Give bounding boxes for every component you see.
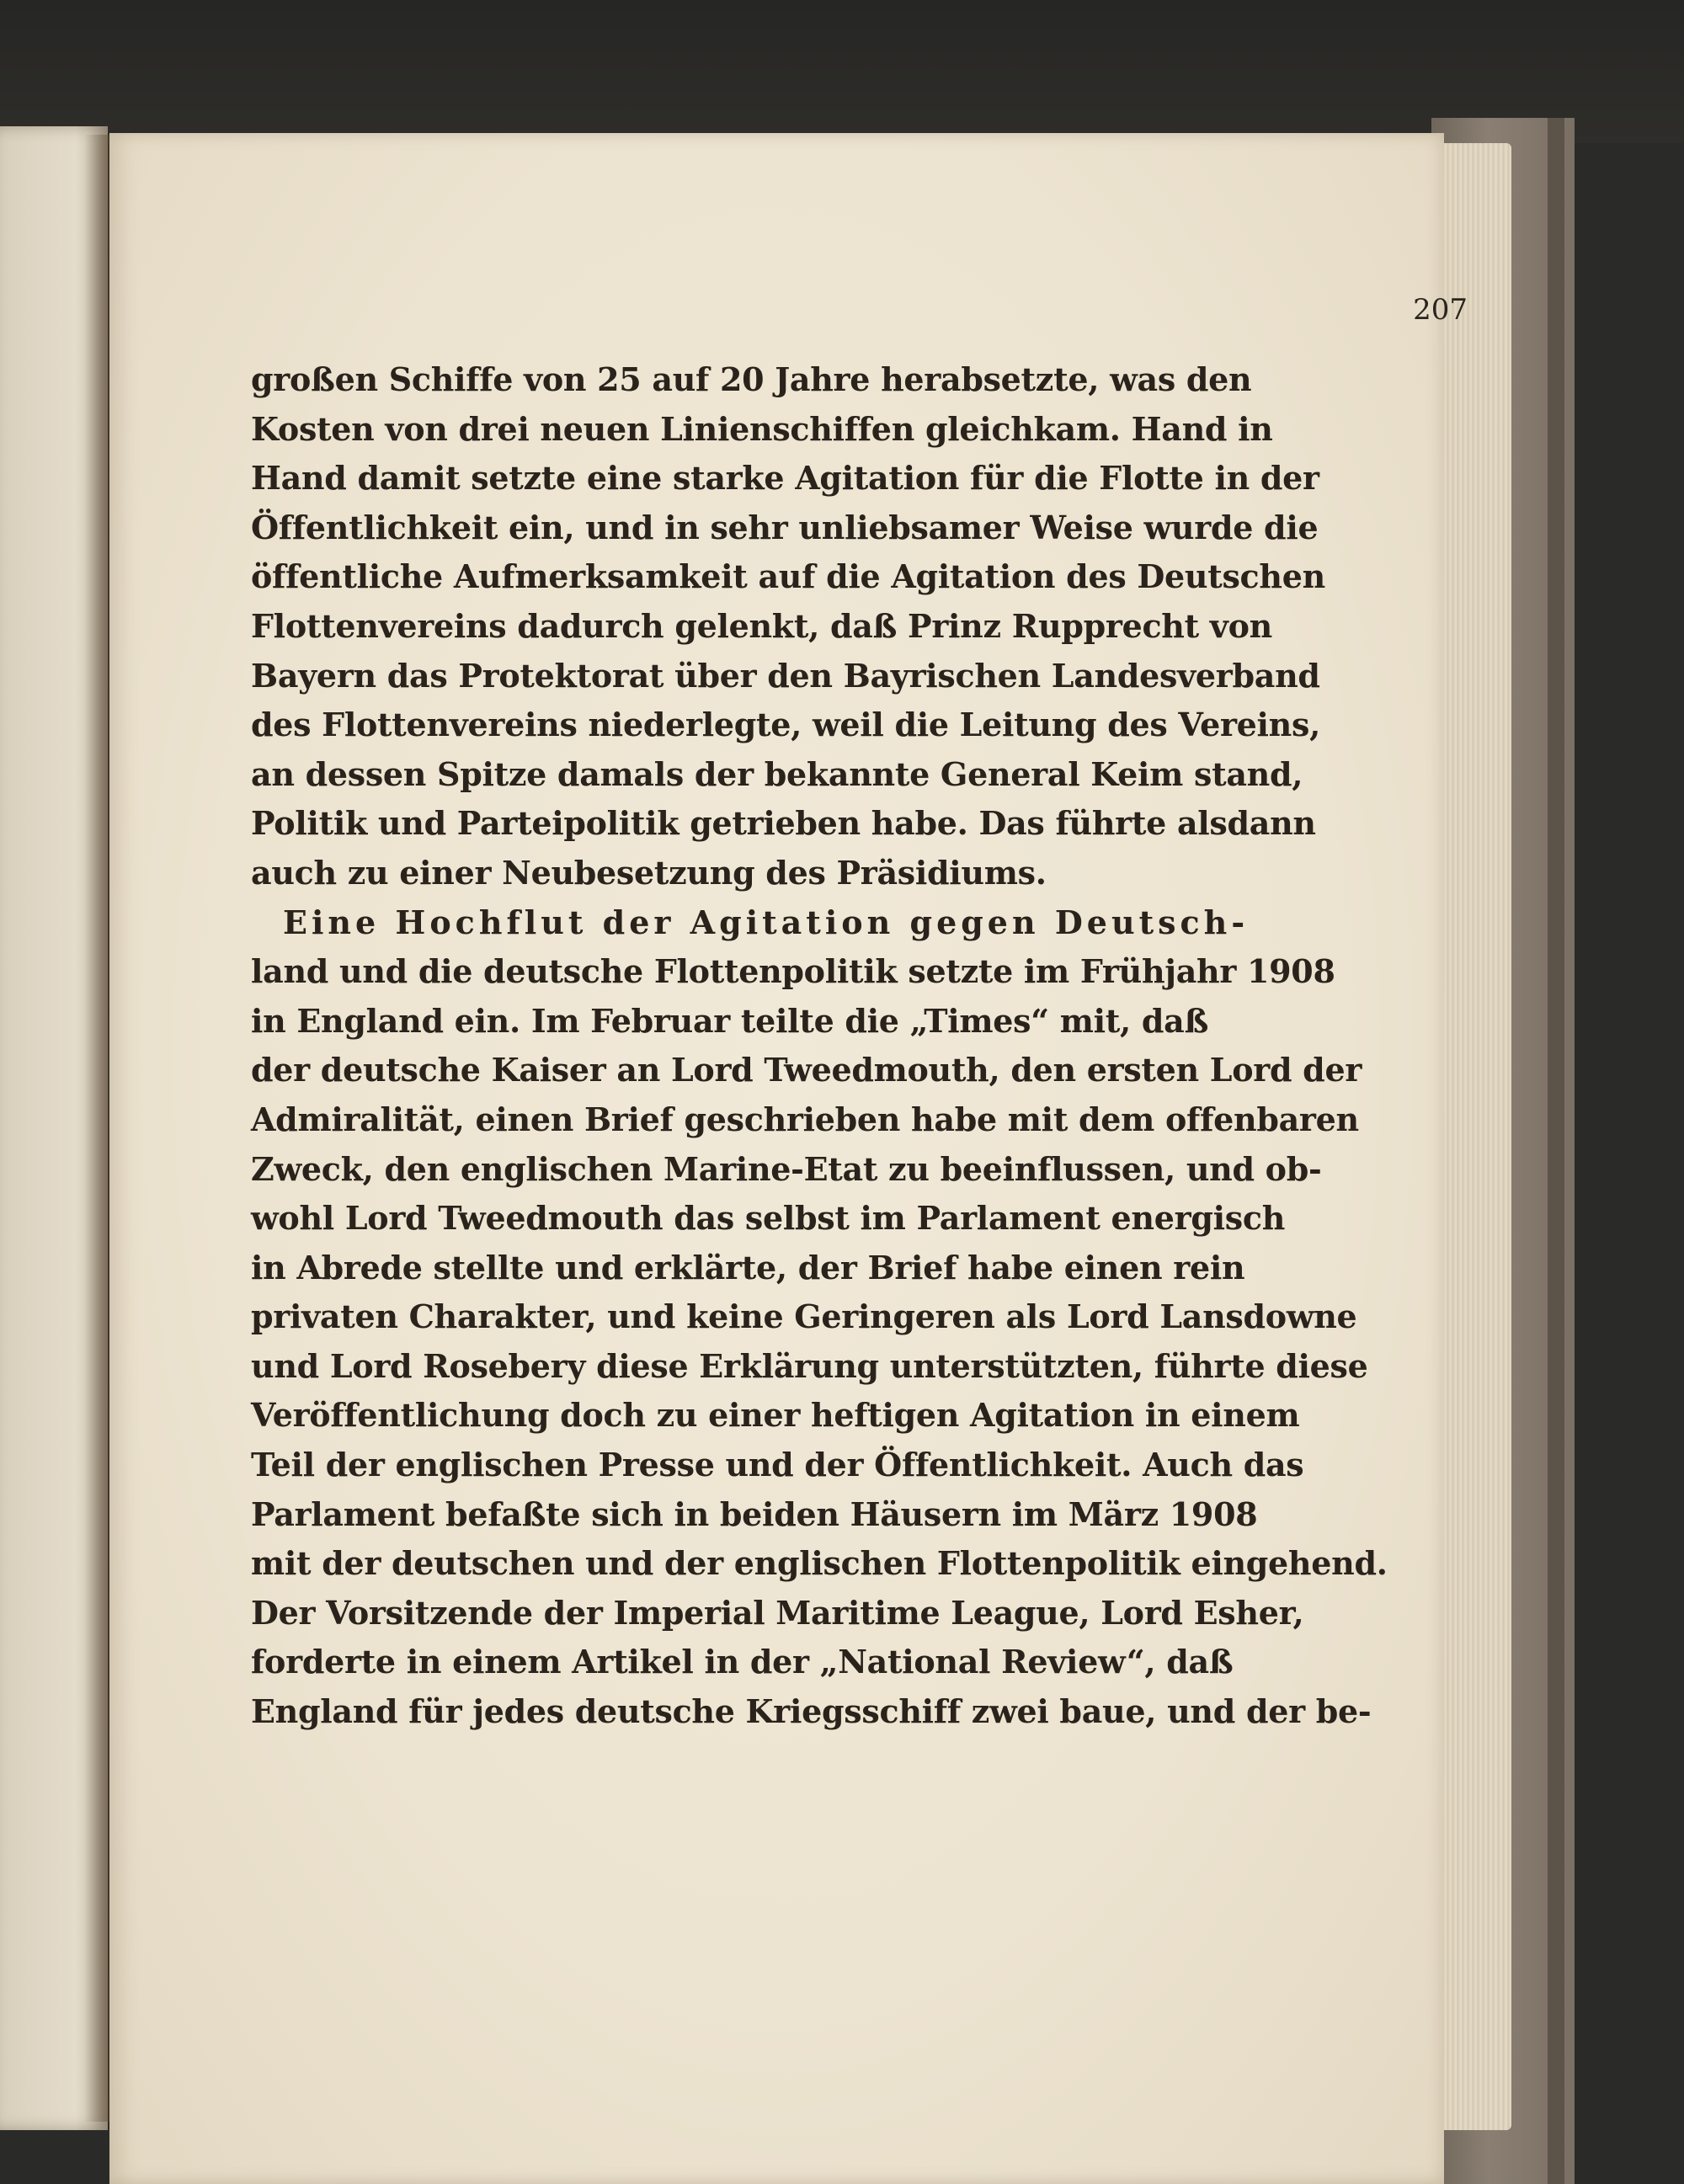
text-line: Hand damit setzte eine starke Agitation für die Flotte in der bbox=[251, 459, 1319, 498]
text-line: in England ein. Im Februar teilte die „Times“ mit, daß bbox=[251, 1001, 1209, 1040]
text-line: Parlament befaßte sich in beiden Häusern im März 1908 bbox=[251, 1494, 1258, 1533]
text-line-paragraph-end: auch zu einer Neubesetzung des Präsidiums. bbox=[251, 853, 1047, 892]
text-line: land und die deutsche Flottenpolitik setzte im Frühjahr 1908 bbox=[251, 952, 1335, 991]
text-line: forderte in einem Artikel in der „National Review“, daß bbox=[251, 1643, 1234, 1681]
text-line: öffentliche Aufmerksamkeit auf die Agitation des Deutschen bbox=[251, 557, 1325, 596]
text-line: England für jedes deutsche Kriegsschiff zwei baue, und der be- bbox=[251, 1692, 1372, 1731]
text-line: großen Schiffe von 25 auf 20 Jahre herabsetzte, was den bbox=[251, 360, 1252, 398]
body-text bbox=[251, 355, 1388, 1737]
text-line: der deutsche Kaiser an Lord Tweedmouth, den ersten Lord der bbox=[251, 1051, 1362, 1089]
text-line: Öffentlichkeit ein, und in sehr unliebsamer Weise wurde die bbox=[251, 508, 1319, 546]
text-line: Kosten von drei neuen Linienschiffen gleichkam. Hand in bbox=[251, 409, 1273, 448]
text-line: Teil der englischen Presse und der Öffentlichkeit. Auch das bbox=[251, 1446, 1304, 1484]
text-line: Bayern das Protektorat über den Bayrischen Landesverband bbox=[251, 656, 1320, 695]
text-line: Admiralität, einen Brief geschrieben habe mit dem offenbaren bbox=[251, 1100, 1359, 1138]
text-line: des Flottenvereins niederlegte, weil die Leitung des Vereins, bbox=[251, 706, 1321, 744]
text-line-paragraph-start: Eine Hochflut der Agitation gegen Deutsch- bbox=[283, 903, 1250, 941]
text-line: mit der deutschen und der englischen Flottenpolitik eingehend. bbox=[251, 1544, 1388, 1583]
text-line: in Abrede stellte und erklärte, der Brief habe einen rein bbox=[251, 1248, 1245, 1286]
book-cover-spine-edge bbox=[1548, 118, 1564, 2184]
text-line: Flottenvereins dadurch gelenkt, daß Prinz Rupprecht von bbox=[251, 606, 1272, 645]
text-line: und Lord Rosebery diese Erklärung unterstützten, führte diese bbox=[251, 1346, 1368, 1385]
text-line: Der Vorsitzende der Imperial Maritime League, Lord Esher, bbox=[251, 1593, 1304, 1632]
gutter-shadow bbox=[84, 135, 109, 2122]
text-line: Politik und Parteipolitik getrieben habe. Das führte alsdann bbox=[251, 804, 1316, 843]
page-number: 207 bbox=[1413, 293, 1468, 327]
text-line: wohl Lord Tweedmouth das selbst im Parlament energisch bbox=[251, 1199, 1286, 1238]
text-line: Veröffentlichung doch zu einer heftigen Agitation in einem bbox=[251, 1396, 1300, 1435]
text-line: privaten Charakter, und keine Geringeren als Lord Lansdowne bbox=[251, 1297, 1357, 1336]
text-line: Zweck, den englischen Marine-Etat zu beeinflussen, und ob- bbox=[251, 1149, 1322, 1188]
text-line: an dessen Spitze damals der bekannte General Keim stand, bbox=[251, 754, 1303, 793]
